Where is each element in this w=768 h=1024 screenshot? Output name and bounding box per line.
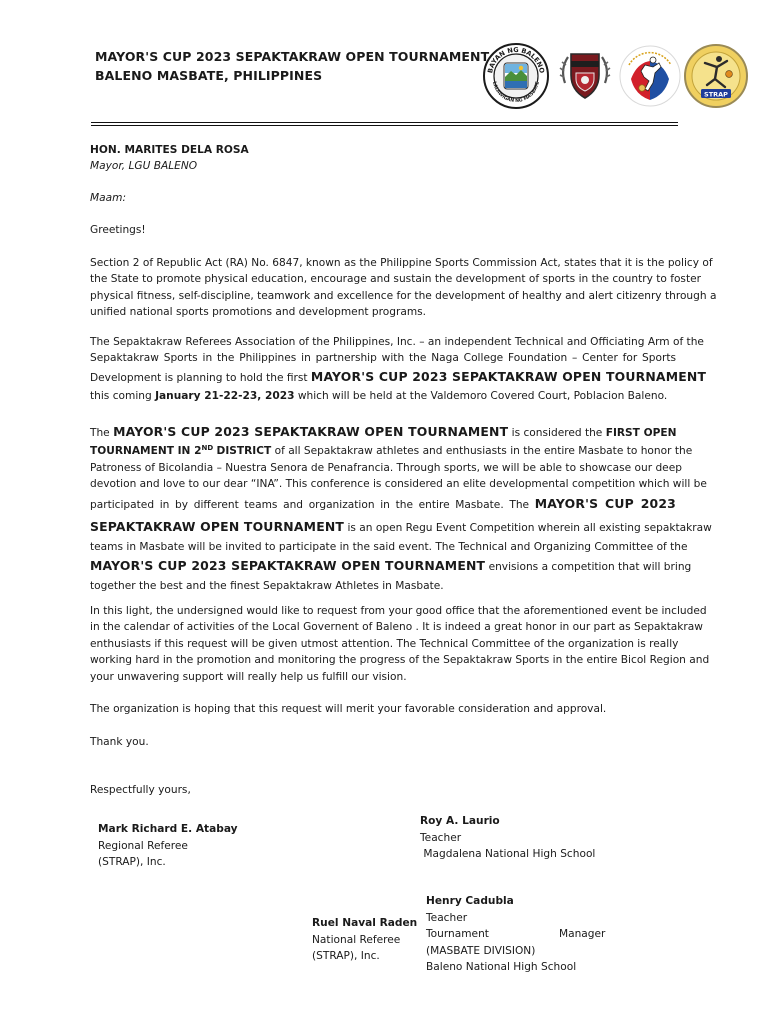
shield-crest-logo xyxy=(552,43,618,109)
header-title-line2: BALENO MASBATE, PHILIPPINES xyxy=(95,68,323,83)
paragraph-1 xyxy=(90,255,717,321)
sepaktakraw-association-logo xyxy=(617,43,683,109)
p3-line: TOURNAMENT IN 2ND DISTRICT of all Sepaktakraw athletes and enthusiasts in the entire Masbate to honor the xyxy=(90,444,693,457)
p3-line: devotion and love to our dear “INA”. This conference is considered an elite developmental competition which will be xyxy=(90,478,707,491)
signatory-name: Roy A. Laurio xyxy=(420,815,500,827)
p2-line: The Sepaktakraw Referees Association of the Philippines, Inc. – an independent Technical and Officiating Arm of the xyxy=(90,336,704,348)
event-name: MAYOR'S CUP 2023 SEPAKTAKRAW OPEN TOURNAMENT xyxy=(310,368,707,384)
p3-line: The MAYOR'S CUP 2023 SEPAKTAKRAW OPEN TOURNAMENT is considered the FIRST OPEN xyxy=(90,424,677,439)
bayan-ng-baleno-seal xyxy=(483,43,549,109)
paragraph-3 xyxy=(90,422,712,595)
header-rule-top xyxy=(91,122,678,123)
header-title-line1: MAYOR'S CUP 2023 SEPAKTAKRAW OPEN TOURNAMENT xyxy=(95,49,490,64)
signatory-title: Regional Referee xyxy=(98,839,188,852)
p4-line: your unwavering support will really help us fulfill our vision. xyxy=(90,670,407,683)
signatory-title: Teacher xyxy=(426,911,468,924)
p4-line: In this light, the undersigned would like to request from your good office that the aforementioned event be included xyxy=(90,605,707,617)
paragraph-2 xyxy=(90,334,707,404)
signatory-atabay xyxy=(98,821,238,871)
p2-line: Development is planning to hold the first MAYOR'S CUP 2023 SEPAKTAKRAW OPEN TOURNAMENT xyxy=(90,368,707,384)
signatory-title: Teacher xyxy=(420,831,462,844)
p3-line: MAYOR'S CUP 2023 SEPAKTAKRAW OPEN TOURNAMENT envisions a competition that will bring xyxy=(90,558,692,574)
seal-text-bottom: LALAWIGAN NG MASBATE xyxy=(491,81,541,105)
signatory-name: Mark Richard E. Atabay xyxy=(98,823,238,835)
strap-logo xyxy=(683,43,749,109)
signatory-division: (MASBATE DIVISION) xyxy=(426,944,536,957)
p4-line: working hard in the promotion and monitoring the progress of the Sepaktakraw Sports in the entire Bicol Region and xyxy=(90,654,710,667)
signatory-org: Magdalena National High School xyxy=(420,848,596,860)
event-name: MAYOR'S CUP 2023 SEPAKTAKRAW OPEN TOURNAMENT xyxy=(113,424,509,439)
header-rule-bottom xyxy=(91,125,678,126)
signatory-org: (STRAP), Inc. xyxy=(312,950,380,962)
greeting: Greetings! xyxy=(90,224,146,236)
signatory-raden xyxy=(312,915,417,965)
p4-line: in the calendar of activities of the Local Governent of Baleno . It is indeed a great honor in our part as Sepaktakraw xyxy=(90,621,703,634)
paragraph-4 xyxy=(90,603,710,685)
signatory-name: Henry Cadubla xyxy=(426,895,514,907)
strap-logo-text: STRAP xyxy=(704,90,728,99)
signatory-org: (STRAP), Inc. xyxy=(98,856,166,868)
p1-line: the State to promote physical education, encourage and sustain the development of sports in the country to foster xyxy=(90,273,701,286)
thank-you: Thank you. xyxy=(90,736,149,748)
signatory-role: Tournament Manager xyxy=(426,928,606,940)
signatory-title: National Referee xyxy=(312,933,401,946)
signatory-name: Ruel Naval Raden xyxy=(312,917,418,929)
seal-text-top: BAYAN NG BALENO xyxy=(486,45,546,74)
p3-line: SEPAKTAKRAW OPEN TOURNAMENT is an open Regu Event Competition wherein all existing sepaktakraw xyxy=(90,518,712,534)
p3-line: together the best and the finest Sepaktakraw Athletes in Masbate. xyxy=(90,580,444,593)
signatory-laurio xyxy=(420,813,595,863)
p1-line: physical fitness, self-discipline, teamwork and excellence for the development of healthy and alert citizenry through a xyxy=(90,289,717,302)
p4-line: enthusiasts if this request will be given utmost attention. The Technical Committee of the organization is really xyxy=(90,637,679,650)
paragraph-5: The organization is hoping that this request will merit your favorable consideration and approval. xyxy=(90,703,607,715)
p2-line: Sepaktakraw Sports in the Philippines in partnership with the Naga College Foundation – Center for Sports xyxy=(90,352,676,365)
p3-line: teams in Masbate will be invited to participate in the said event. The Technical and Organizing Committee of the xyxy=(90,540,688,553)
p3-line: Patroness of Bicolandia – Nuestra Senora de Penafrancia. Through sports, we will be able to showcase our deep xyxy=(90,462,682,474)
p1-line: unified national sports promotions and development programs. xyxy=(90,306,427,319)
salutation: Maam: xyxy=(90,192,127,204)
p2-line: this coming January 21-22-23, 2023 which will be held at the Valdemoro Covered Court, Poblacion Baleno. xyxy=(90,389,668,402)
recipient-position: Mayor, LGU BALENO xyxy=(90,160,198,172)
p3-line: participated in by different teams and organization in the entire Masbate. The MAYOR'S CUP 2023 xyxy=(90,495,676,511)
event-dates: January 21-22-23, 2023 xyxy=(155,389,295,402)
p1-line: Section 2 of Republic Act (RA) No. 6847, known as the Philippine Sports Commission Act, states that it is the policy of xyxy=(90,257,713,269)
recipient-name: HON. MARITES DELA ROSA xyxy=(90,144,249,156)
signatory-cadubla xyxy=(426,893,605,976)
closing: Respectfully yours, xyxy=(90,784,191,796)
signatory-org: Baleno National High School xyxy=(426,961,577,973)
